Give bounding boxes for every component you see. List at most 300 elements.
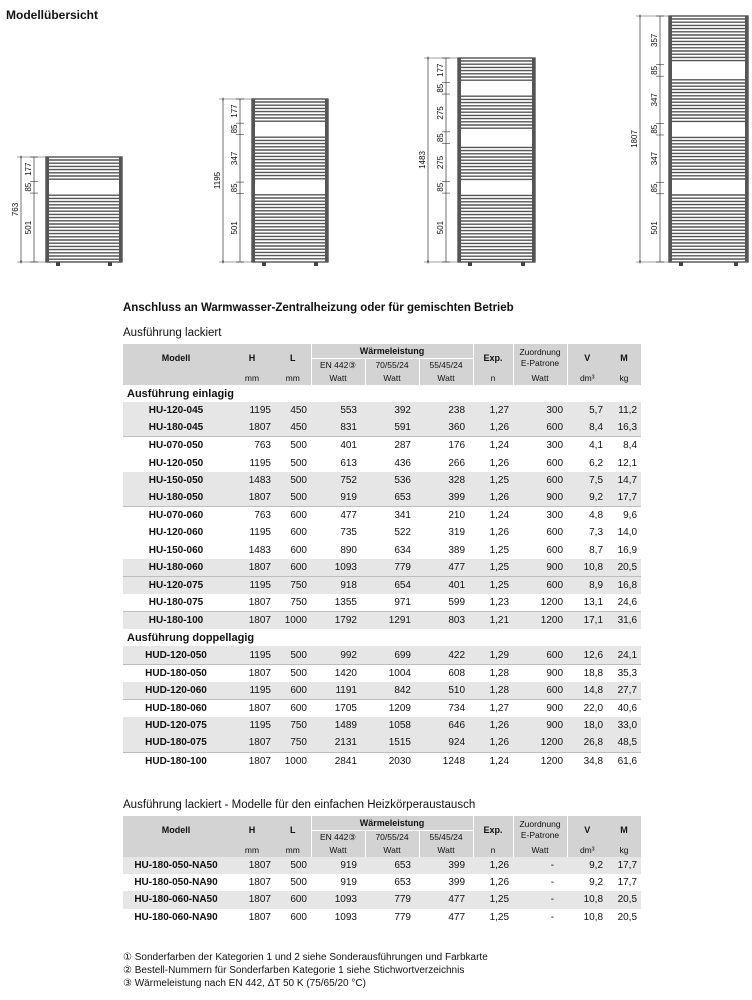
table-cell: 1195 [249,457,271,469]
table-cell: 1807 [229,700,275,718]
table-cell: 779 [394,911,411,923]
table-cell: 600 [275,507,311,525]
table-cell: 500 [275,437,311,455]
table-cell: 600 [546,527,564,539]
table-cell: 900 [513,489,567,507]
table-cell: 31,6 [607,612,641,630]
table-row [123,664,641,682]
cell-modell: HU-180-050 [123,489,229,507]
table-cell: 12,1 [617,457,638,469]
dimension-segment: 501 [24,220,33,235]
table-cell: 1,28 [473,682,513,700]
table-cell: 900 [513,700,567,718]
unit-w2: Watt [365,843,419,857]
table-cell: 2841 [311,752,365,770]
table-cell: 319 [448,527,466,539]
dimension-segment: 501 [436,220,445,235]
cell-modell: HU-180-075 [148,597,204,609]
table-cell: - [513,891,567,908]
table-cell: 522 [394,527,411,539]
table-cell: 14,8 [567,682,607,700]
table-cell: 1093 [311,559,365,577]
table-cell: 300 [513,437,567,455]
table-cell: 477 [311,507,365,525]
table-cell: 1,25 [473,576,513,594]
dimension-segment: 85 [650,124,659,134]
table-cell: 20,5 [607,891,641,908]
table-cell: 1,25 [473,472,513,489]
unit-v: dm³ [567,843,607,857]
table-cell: 763 [229,437,275,455]
table-cell: 22,0 [567,700,607,718]
table-cell: 646 [419,717,473,734]
cell-modell: HU-070-060 [123,507,229,525]
table-cell: 399 [448,877,466,889]
table-cell: 1807 [248,597,271,609]
radiator-763 [11,157,122,266]
table-cell: 924 [419,734,473,752]
table-cell: 654 [365,576,419,594]
table-cell: 1807 [229,419,275,437]
table-cell: 287 [365,437,419,455]
header-modell: Modell [123,344,229,371]
table-row [123,419,641,437]
table-cell: 600 [290,544,307,556]
dimension-segment: 275 [436,155,445,170]
dimension-segment: 177 [436,63,445,77]
table-cell: 500 [275,489,311,507]
unit-w2: Watt [365,371,419,385]
table-cell: 328 [419,472,473,489]
unit-l: mm [275,371,311,385]
dimension-segment: 347 [650,93,659,107]
table-cell: 842 [365,682,419,700]
table-cell: 1,26 [473,489,513,507]
table-cell: 1515 [365,734,419,752]
table-cell: 900 [513,717,567,734]
table-cell: 422 [419,646,473,664]
table-cell: 734 [419,700,473,718]
table-cell: 8,4 [607,437,641,455]
table-cell: - [513,857,567,874]
table-cell: 17,7 [607,857,641,874]
table-cell: 24,6 [617,597,638,609]
table-cell: 971 [394,597,411,609]
header-zuordnung: Zuordnung E-Patrone [513,344,567,371]
unit-exp: n [473,843,513,857]
table-cell: 1807 [229,612,275,630]
cell-modell: HU-180-050-NA90 [134,877,218,889]
dimension-total: 1807 [630,130,639,148]
table-cell: 1248 [419,752,473,770]
cell-modell: HU-180-100 [123,612,229,630]
dimension-segment: 347 [650,151,659,166]
table-cell: 13,1 [583,597,604,609]
table-cell: 653 [365,857,419,874]
table-row [123,682,641,700]
table-cell: 600 [275,559,311,577]
cell-modell: HUD-180-075 [123,734,229,752]
table-cell: 20,5 [617,911,638,923]
unit-w1: Watt [311,371,365,385]
cell-modell: HU-180-060 [123,559,229,577]
table2-caption: Ausführung lackiert - Modelle für den einfachen Heizkörperaustausch [123,799,476,811]
table-cell: 653 [365,489,419,507]
radiator-1807 [630,16,748,266]
table-cell: 919 [311,489,365,507]
table-cell: 500 [275,857,311,874]
table-cell: 1,29 [473,646,513,664]
table-row [123,455,641,472]
table-cell: 8,9 [567,576,607,594]
footnote-3: ③ Wärmeleistung nach EN 442, ΔT 50 K (75/65/20 °C) [123,978,366,989]
table-cell: 900 [513,664,567,682]
table-cell: 1420 [311,664,365,682]
unit-exp: n [473,371,513,385]
table-cell: 34,8 [567,752,607,770]
table-cell: 477 [448,911,466,923]
table2-body [123,857,641,926]
table-cell: 919 [340,877,357,889]
table-cell: 1807 [229,664,275,682]
table-cell: 48,5 [607,734,641,752]
table-cell: 1792 [311,612,365,630]
table-cell: 613 [340,457,357,469]
table-cell: 14,7 [607,472,641,489]
table-cell: 176 [419,437,473,455]
table-row [123,559,641,577]
header-en442: EN 442③ [311,831,365,844]
table-cell: 752 [311,472,365,489]
table-cell: 17,7 [617,877,638,889]
table-cell: 392 [365,402,419,419]
table-cell: 399 [419,857,473,874]
dimension-segment: 501 [230,221,239,235]
table-cell: 9,6 [607,507,641,525]
cell-modell: HU-120-075 [123,576,229,594]
table-cell: 779 [365,891,419,908]
table-cell: 1195 [229,576,275,594]
table-cell: 1807 [248,911,271,923]
table-cell: 1209 [365,700,419,718]
table-row [123,576,641,594]
table-cell: 341 [365,507,419,525]
table-cell: 599 [448,597,466,609]
cell-modell: HU-180-050-NA50 [123,857,229,874]
table-cell: 750 [275,576,311,594]
table-cell: 238 [419,402,473,419]
table-cell: 5,7 [567,402,607,419]
header-zuordnung: Zuordnung E-Patrone [513,816,567,843]
table-cell: 210 [419,507,473,525]
table-cell: 803 [419,612,473,630]
header-waermeleistung: Wärmeleistung [311,816,473,831]
table-cell: 1093 [334,911,357,923]
table-cell: 33,0 [607,717,641,734]
table-row [123,857,641,874]
unit-h: mm [229,371,275,385]
table-cell: 750 [275,734,311,752]
table-cell: 8,4 [567,419,607,437]
dimension-segment: 85 [650,65,659,75]
table-cell: 266 [448,457,466,469]
header-waermeleistung: Wärmeleistung [311,344,473,359]
table-cell: 17,7 [607,489,641,507]
table2-header [123,816,641,857]
table-cell: 1,23 [489,597,510,609]
table-cell: 26,8 [567,734,607,752]
table1-body [123,385,641,770]
table-cell: 1705 [311,700,365,718]
table-cell: 450 [275,402,311,419]
header-h: H [229,816,275,843]
table-cell: 992 [311,646,365,664]
table-row [123,542,641,559]
table-cell: 7,3 [589,527,604,539]
header-exp: Exp. [473,816,513,843]
table-cell: 1,27 [473,700,513,718]
dimension-segment: 85 [230,183,239,193]
table-cell: 17,1 [567,612,607,630]
header-exp: Exp. [473,344,513,371]
table-cell: 779 [365,559,419,577]
table-cell: 735 [340,527,357,539]
table-cell: - [550,911,555,923]
table-cell: 1,25 [473,891,513,908]
table-cell: 2131 [311,734,365,752]
table-cell: 1,25 [489,544,510,556]
table-cell: 750 [290,597,307,609]
table-row [123,612,641,630]
table-row [123,646,641,664]
table-cell: 591 [365,419,419,437]
table-cell: 1807 [229,489,275,507]
dimension-segment: 85 [230,124,239,134]
table-cell: 401 [419,576,473,594]
table-row [123,524,641,541]
unit-v: dm³ [567,371,607,385]
table-cell: 1,24 [473,752,513,770]
table-cell: 399 [419,489,473,507]
table-cell: 699 [365,646,419,664]
table-cell: 1200 [513,734,567,752]
table-cell: 1200 [513,612,567,630]
table-cell: 653 [394,877,411,889]
table-cell: 1,25 [489,911,510,923]
table-cell: 600 [513,576,567,594]
table-cell: 389 [448,544,466,556]
dimension-segment: 177 [24,162,33,176]
unit-m: kg [607,843,641,857]
table-cell: 16,8 [607,576,641,594]
table-row [123,891,641,908]
cell-modell: HU-180-045 [123,419,229,437]
table-cell: 600 [513,646,567,664]
table-row [123,752,641,770]
table-cell: 1195 [249,527,271,539]
table-cell: 600 [275,682,311,700]
group-heading: Ausführung einlagig [123,385,641,402]
footnotes [123,951,488,990]
dimension-total: 1195 [213,171,222,190]
unit-w3: Watt [419,843,473,857]
table-cell: 1,21 [473,612,513,630]
header-l: L [275,344,311,371]
table-cell: 1807 [229,891,275,908]
table-row [123,489,641,507]
table-cell: 1004 [365,664,419,682]
header-units-modell [123,843,229,857]
table-cell: 1,26 [489,457,510,469]
table-cell: 1,26 [489,527,510,539]
header-l: L [275,816,311,843]
header-units-modell [123,371,229,385]
group-heading: Ausführung doppellagig [123,629,641,646]
table-cell: 8,7 [589,544,604,556]
radiator-1483 [418,58,535,266]
table-cell: 27,7 [607,682,641,700]
spec-table-lackiert [123,344,641,770]
table-cell: 401 [311,437,365,455]
header-m: M [607,816,641,843]
table-cell: 1807 [229,857,275,874]
table-cell: 61,6 [607,752,641,770]
header-55-45-24: 55/45/24 [419,359,473,372]
table-cell: 1483 [248,544,271,556]
header-55-45-24: 55/45/24 [419,831,473,844]
unit-z: Watt [513,371,567,385]
cell-modell: HUD-120-060 [123,682,229,700]
table-cell: 1191 [311,682,365,700]
table-cell: 18,8 [567,664,607,682]
table-cell: 1200 [513,752,567,770]
table-cell: 477 [419,891,473,908]
table-cell: 1355 [334,597,357,609]
dimension-segment: 85 [436,83,445,93]
table-cell: 4,1 [567,437,607,455]
dimension-total: 1483 [418,151,427,169]
table-cell: 1,28 [473,664,513,682]
table-cell: 1807 [248,877,271,889]
dimension-segment: 85 [24,182,33,192]
cell-modell: HUD-120-050 [123,646,229,664]
dimension-segment: 85 [436,182,445,192]
table-cell: 1,26 [473,857,513,874]
table-cell: 6,2 [589,457,604,469]
table-cell: 300 [513,507,567,525]
table-cell: 500 [275,664,311,682]
table-cell: 750 [275,717,311,734]
header-modell: Modell [123,816,229,843]
table-row [123,909,641,926]
table-cell: 763 [229,507,275,525]
table-cell: 12,6 [567,646,607,664]
table-cell: 1058 [365,717,419,734]
table-cell: 600 [546,457,564,469]
table-cell: 918 [311,576,365,594]
unit-w3: Watt [419,371,473,385]
cell-modell: HU-070-050 [123,437,229,455]
cell-modell: HUD-120-075 [123,717,229,734]
table-cell: 436 [394,457,411,469]
unit-m: kg [607,371,641,385]
table-row [123,734,641,752]
cell-modell: HU-120-045 [123,402,229,419]
table-cell: 1195 [229,682,275,700]
table-cell: 1,26 [489,877,510,889]
table-row [123,874,641,891]
unit-z: Watt [513,843,567,857]
header-70-55-24: 70/55/24 [365,359,419,372]
cell-modell: HUD-180-100 [123,752,229,770]
unit-w1: Watt [311,843,365,857]
dimension-segment: 501 [650,221,659,235]
table-cell: 1489 [311,717,365,734]
table-cell: 35,3 [607,664,641,682]
table-cell: 600 [513,419,567,437]
page-title: Modellübersicht [6,8,99,22]
table-cell: 1807 [229,734,275,752]
table-cell: 1000 [275,752,311,770]
spec-table-austausch [123,816,641,926]
table-row [123,700,641,718]
table-cell: 11,2 [607,402,641,419]
table-cell: 4,8 [567,507,607,525]
header-m: M [607,344,641,371]
dimension-total: 763 [11,202,20,217]
header-h: H [229,344,275,371]
cell-modell: HU-150-060 [148,544,204,556]
table-row [123,717,641,734]
table-cell: 536 [365,472,419,489]
table-cell: 1,24 [473,437,513,455]
table-cell: 9,2 [567,489,607,507]
table-cell: 7,5 [567,472,607,489]
table-cell: 18,0 [567,717,607,734]
dimension-segment: 275 [436,106,445,120]
table-cell: 600 [513,682,567,700]
table-cell: 1093 [311,891,365,908]
table-row [123,402,641,419]
table-cell: 20,5 [607,559,641,577]
table-cell: 600 [275,700,311,718]
table-cell: 600 [290,911,307,923]
cell-modell: HU-180-060-NA90 [134,911,218,923]
table-cell: 1195 [229,717,275,734]
table-cell: 2030 [365,752,419,770]
table-cell: 1,27 [473,402,513,419]
table-cell: 600 [513,472,567,489]
table1-header [123,344,641,385]
table-cell: 300 [513,402,567,419]
dimension-segment: 85 [650,183,659,193]
table-cell: 450 [275,419,311,437]
group-heading-row [123,629,641,646]
table-cell: 9,2 [589,877,604,889]
dimension-segment: 347 [230,151,239,166]
table-cell: 16,9 [617,544,638,556]
header-v: V [567,344,607,371]
table-cell: 500 [275,646,311,664]
section-title: Anschluss an Warmwasser-Zentralheizung oder für gemischten Betrieb [123,302,514,314]
table-cell: - [550,877,555,889]
table-cell: 10,8 [583,911,604,923]
cell-modell: HU-180-060-NA50 [123,891,229,908]
table-cell: 600 [275,891,311,908]
table-cell: 1195 [229,646,275,664]
table-cell: 1,25 [473,559,513,577]
table-cell: 1807 [229,559,275,577]
